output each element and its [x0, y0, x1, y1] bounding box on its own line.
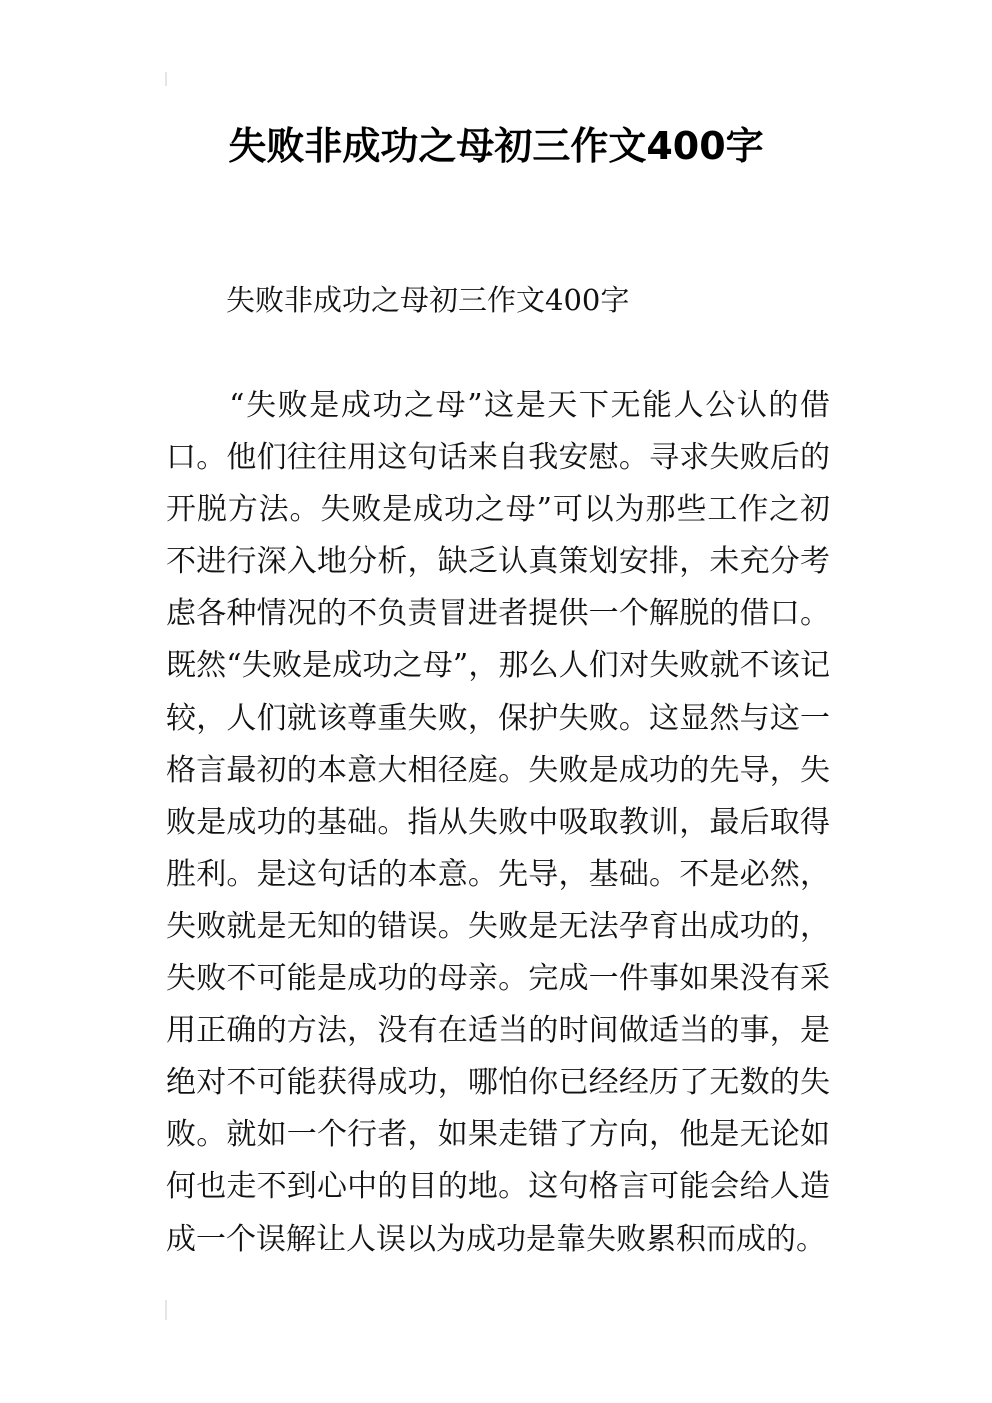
body-line: 不进行深入地分析，缺乏认真策划安排，未充分考 — [166, 544, 830, 580]
body-line: 何也走不到心中的目的地。这句格言可能会给人造 — [166, 1169, 830, 1205]
body-line: 口。他们往往用这句话来自我安慰。寻求失败后的 — [166, 440, 830, 476]
document-title: 失败非成功之母初三作文400字 — [228, 124, 764, 168]
document-subtitle: 失败非成功之母初三作文400字 — [226, 283, 630, 317]
body-line: 虑各种情况的不负责冒进者提供一个解脱的借口。 — [166, 596, 830, 632]
body-line: 胜利。是这句话的本意。先导，基础。不是必然， — [166, 856, 830, 892]
body-line: 败是成功的基础。指从失败中吸取教训，最后取得 — [166, 804, 830, 840]
body-line: 较，人们就该尊重失败，保护失败。这显然与这一 — [166, 700, 830, 736]
body-line: 绝对不可能获得成功，哪怕你已经经历了无数的失 — [166, 1065, 830, 1101]
body-line: 格言最初的本意大相径庭。失败是成功的先导，失 — [166, 752, 830, 788]
body-line: “失败是成功之母”这是天下无能人公认的借 — [166, 388, 830, 423]
page-corner-mark-top — [165, 72, 167, 86]
body-line: 开脱方法。失败是成功之母”可以为那些工作之初 — [166, 492, 830, 528]
body-line: 用正确的方法，没有在适当的时间做适当的事，是 — [166, 1013, 830, 1049]
body-line: 既然“失败是成功之母”，那么人们对失败就不该记 — [166, 648, 830, 684]
page-corner-mark-bottom — [165, 1300, 167, 1320]
essay-body — [166, 380, 830, 1266]
body-line: 成一个误解让人误以为成功是靠失败累积而成的。 — [166, 1221, 826, 1257]
body-line: 败。就如一个行者，如果走错了方向，他是无论如 — [166, 1117, 830, 1153]
body-line: 失败就是无知的错误。失败是无法孕育出成功的， — [166, 908, 830, 944]
body-line: 失败不可能是成功的母亲。完成一件事如果没有采 — [166, 961, 830, 997]
